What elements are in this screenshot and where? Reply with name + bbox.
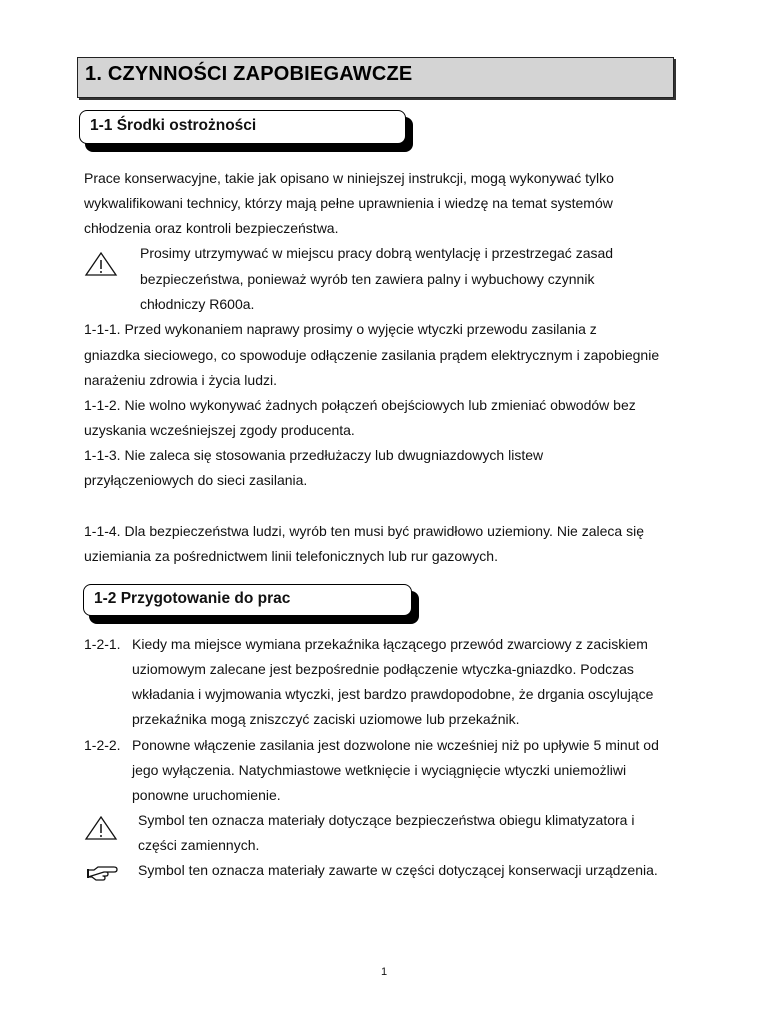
pointing-hand-icon <box>86 864 118 882</box>
warning-line: chłodniczy R600a. <box>140 296 255 312</box>
list-item-line: wkładania i wyjmowania wtyczki, jest bardzo prawdopodobne, że drgania oscylujące <box>132 686 654 702</box>
intro-line: chłodzenia oraz kontroli bezpieczeństwa. <box>84 220 339 236</box>
section-1-heading-box <box>79 110 414 152</box>
intro-line: wykwalifikowani technicy, którzy mają pełne uprawnienia i wiedzę na temat systemów <box>84 195 613 211</box>
section-1-heading: 1-1 Środki ostrożności <box>90 117 257 134</box>
list-item-line: przyłączeniowych do sieci zasilania. <box>84 472 308 488</box>
list-item-number: 1-2-2. <box>84 737 121 753</box>
chapter-title: 1. CZYNNOŚCI ZAPOBIEGAWCZE <box>85 63 413 85</box>
section-2-heading-box <box>83 584 420 624</box>
chapter-title-box <box>77 57 674 98</box>
list-item-line: 1-1-3. Nie zaleca się stosowania przedłużaczy lub dwugniazdowych listew <box>84 447 544 463</box>
list-item-line: Ponowne włączenie zasilania jest dozwolone nie wcześniej niż po upływie 5 minut od <box>132 737 659 753</box>
list-item-line: uziomowym zalecane jest bezpośrednie podłączenie wtyczka-gniazdko. Podczas <box>132 661 634 677</box>
list-item-line: uziemiania za pośrednictwem linii telefonicznych lub rur gazowych. <box>84 548 498 564</box>
list-item-line: przekaźnika mogą zniszczyć zaciski uziomowe lub przekaźnik. <box>132 711 520 727</box>
list-item-line: ponowne uruchomienie. <box>132 787 281 803</box>
list-item-line: Kiedy ma miejsce wymiana przekaźnika łączącego przewód zwarciowy z zaciskiem <box>132 636 648 652</box>
list-item-line: uzyskania wcześniejszej zgody producenta. <box>84 422 355 438</box>
symbol-description: części zamiennych. <box>138 837 260 853</box>
list-item-line: 1-1-1. Przed wykonaniem naprawy prosimy o wyjęcie wtyczki przewodu zasilania z <box>84 321 597 337</box>
intro-line: Prace konserwacyjne, takie jak opisano w niniejszej instrukcji, mogą wykonywać tylko <box>84 170 614 186</box>
list-item-number: 1-2-1. <box>84 636 121 652</box>
list-item-line: gniazdka sieciowego, co spowoduje odłączenie zasilania prądem elektrycznym i zapobiegnie <box>84 347 660 363</box>
symbol-description: Symbol ten oznacza materiały dotyczące bezpieczeństwa obiegu klimatyzatora i <box>138 812 635 828</box>
list-item-line: jego wyłączenia. Natychmiastowe wetknięcie i wyciągnięcie wtyczki uniemożliwi <box>132 762 627 778</box>
symbol-description: Symbol ten oznacza materiały zawarte w części dotyczącej konserwacji urządzenia. <box>138 862 658 878</box>
warning-line: Prosimy utrzymywać w miejscu pracy dobrą wentylację i przestrzegać zasad <box>140 245 614 261</box>
list-item-line: narażeniu zdrowia i życia ludzi. <box>84 372 277 388</box>
list-item-line: 1-1-4. Dla bezpieczeństwa ludzi, wyrób ten musi być prawidłowo uziemiony. Nie zaleca się <box>84 523 644 539</box>
page-number: 1 <box>381 966 388 978</box>
warning-triangle-icon <box>84 251 118 277</box>
warning-triangle-icon <box>84 815 118 841</box>
section-2-heading: 1-2 Przygotowanie do prac <box>94 590 291 607</box>
list-item-line: 1-1-2. Nie wolno wykonywać żadnych połączeń obejściowych lub zmieniać obwodów bez <box>84 397 636 413</box>
warning-line: bezpieczeństwa, ponieważ wyrób ten zawiera palny i wybuchowy czynnik <box>140 271 595 287</box>
